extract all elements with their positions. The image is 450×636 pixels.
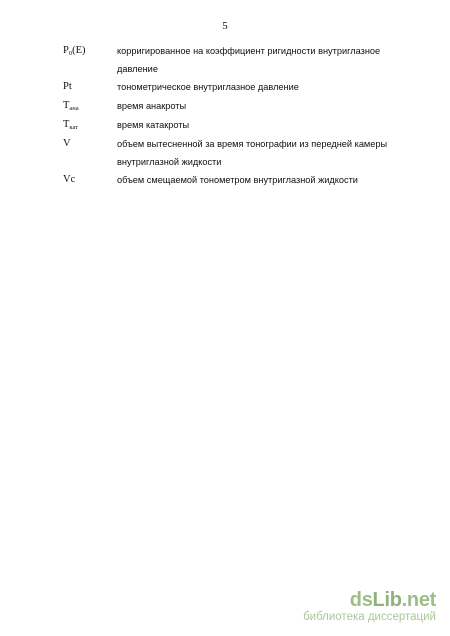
abbreviation-term	[63, 116, 117, 135]
term-base: P	[63, 45, 69, 56]
dslib-watermark	[303, 589, 436, 624]
abbreviation-row	[63, 116, 413, 135]
term-base: Vc	[63, 174, 76, 185]
abbreviation-row	[63, 97, 413, 116]
abbreviation-term	[63, 171, 117, 190]
abbreviation-definition: объем вытесненной за время тонографии из передней камеры внутриглазной жидкости	[117, 139, 388, 167]
abbreviation-definition: время анакроты	[117, 101, 187, 111]
abbreviation-definition: корригированное на коэффициент ригидности внутриглазное давление	[117, 46, 381, 74]
term-base: T	[63, 100, 70, 111]
term-subscript: 0	[68, 50, 73, 57]
term-base: T	[63, 119, 70, 130]
abbreviation-definition: объем смещаемой тонометром внутриглазной жидкости	[117, 175, 358, 185]
abbreviation-term	[63, 97, 117, 116]
term-base: V	[63, 138, 71, 149]
abbreviation-definition: тонометрическое внутриглазное давление	[117, 82, 299, 92]
abbreviation-row	[63, 135, 413, 171]
watermark-subtitle: библиотека диссертаций	[303, 611, 436, 623]
abbreviation-row	[63, 78, 413, 97]
term-subscript: кат	[69, 124, 79, 131]
page-number: 5	[222, 20, 228, 32]
term-suffix: (E)	[72, 45, 86, 56]
term-base: Pt	[63, 81, 72, 92]
abbreviation-row	[63, 171, 413, 190]
abbreviation-row	[63, 42, 413, 78]
abbreviation-definition: время катакроты	[117, 120, 190, 130]
abbreviation-term	[63, 78, 117, 97]
abbreviation-list	[63, 42, 413, 190]
dslib-logo: dsLib.net	[349, 589, 436, 611]
abbreviation-term	[63, 135, 117, 154]
abbreviation-term	[63, 42, 117, 61]
term-subscript: ана	[69, 105, 79, 112]
